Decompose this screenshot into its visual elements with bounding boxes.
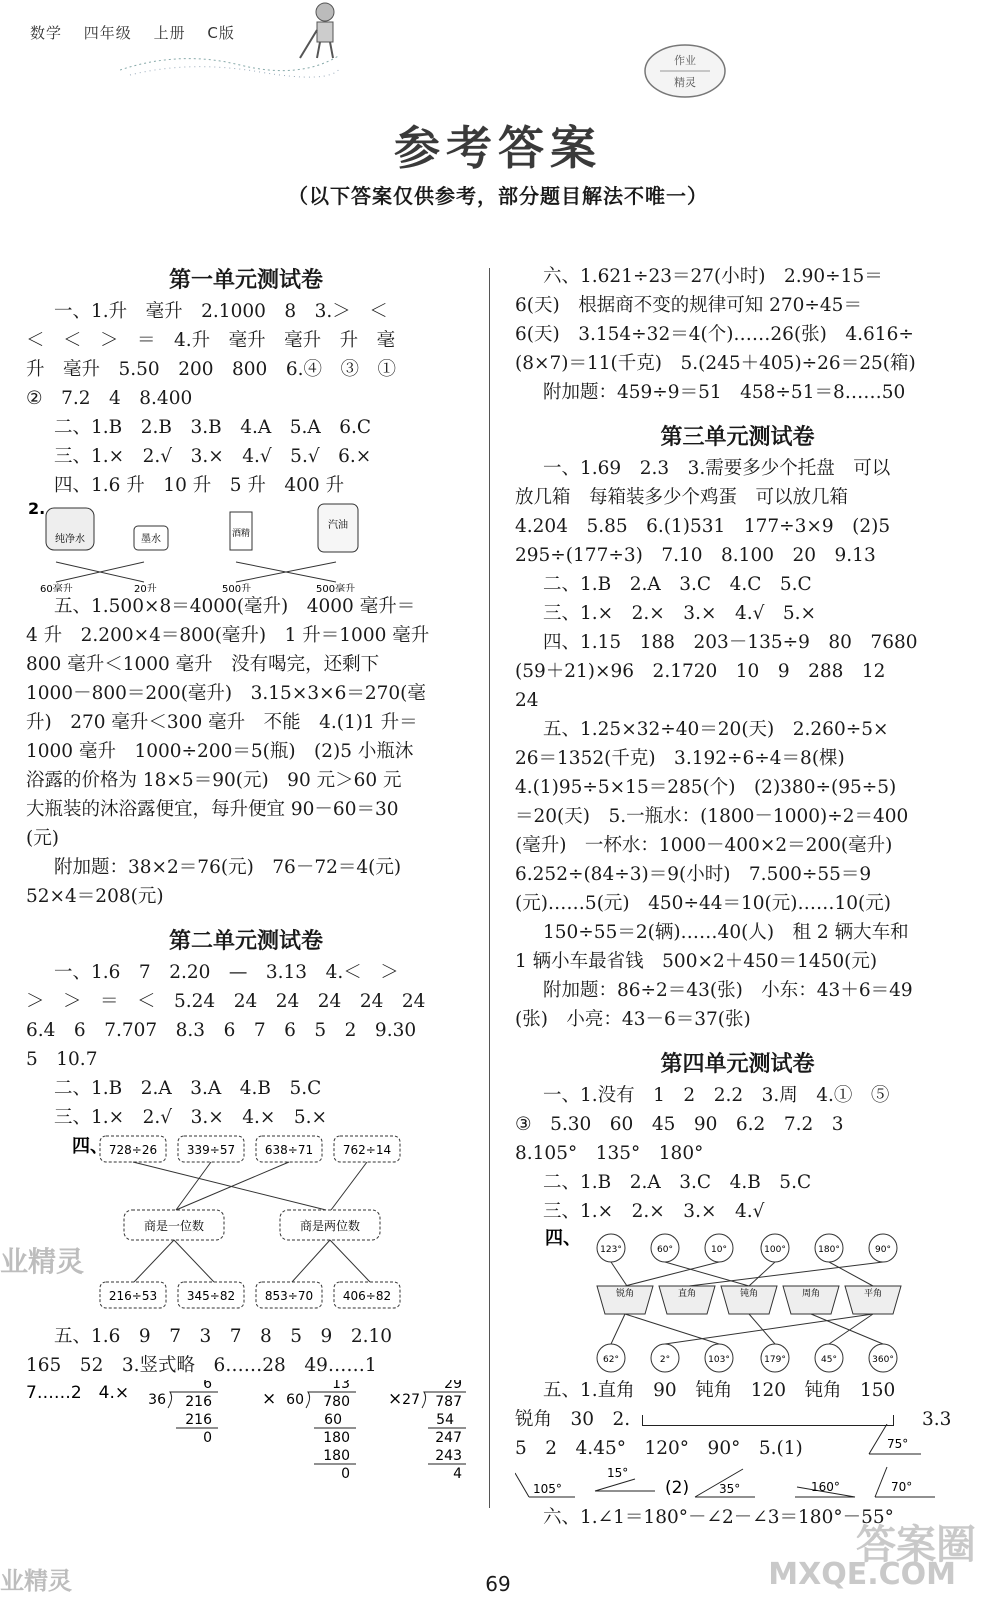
wrong-mark: × [262,1389,277,1409]
answer-line: (59＋21)×96 2.1720 10 9 288 12 [515,661,886,682]
answer-line: 5 10.7 [26,1049,98,1070]
column-divider [489,268,490,1508]
answer-line: (元)……5(元) 450÷44＝10(元)……10(元) [515,893,891,914]
answer-line: 四、1.15 188 203－135÷9 80 7680 [543,632,918,653]
answer-line: 4.204 5.85 6.(1)531 177÷3×9 (2)5 [515,516,891,537]
answer-line: (元) [26,828,59,849]
dividend: 787 [435,1394,462,1410]
apple-icon [761,1344,789,1372]
answer-line: 四、1.6 升 10 升 5 升 400 升 [54,475,345,496]
answer-line: 8.105° 135° 180° [515,1143,704,1164]
section-title-unit3: 第三单元测试卷 [660,424,815,450]
section-title-unit4: 第四单元测试卷 [660,1051,815,1077]
answer-line: ＝20(天) 5.一瓶水：(1800－1000)÷2＝400 [515,806,909,827]
apple-icon [705,1344,733,1372]
answer-text: (2) [665,1478,690,1498]
divisor: 36 [148,1392,166,1408]
matching-figure-angles [515,1226,960,1376]
answer-line: 大瓶装的沐浴露便宜，每升便宜 90－60＝30 [26,799,399,820]
page-subtitle: （以下答案仅供参考，部分题目解法不唯一） [288,184,708,208]
apple-icon [869,1344,897,1372]
angle-label: 105° [533,1482,562,1496]
item-label: 汽油 [328,520,348,531]
angle-label: 160° [811,1480,840,1494]
answer-line: 4 升 2.200×4＝800(毫升) 1 升＝1000 毫升 [26,625,430,646]
angle-value: 103° [708,1355,730,1365]
answer-line: 附加题：38×2＝76(元) 76－72＝4(元) [54,857,402,878]
section-title-unit2: 第二单元测试卷 [168,928,323,954]
angle-value: 180° [818,1245,840,1255]
apple-icon [597,1234,625,1262]
step: 180 [323,1430,350,1446]
quotient: 13 [332,1380,350,1392]
answer-line: 五、1.直角 90 钝角 120 钝角 150 [543,1380,896,1401]
header-grade: 四年级 [83,24,132,42]
step: 216 [185,1412,212,1428]
answer-line: ② 7.2 4 8.400 [26,388,193,409]
step: 54 [436,1412,454,1428]
divisor: 60 [286,1392,304,1408]
angle-value: 179° [764,1355,786,1365]
header-subject: 数学 [30,24,63,42]
page-title: 参考答案 [394,121,602,175]
answer-line: 800 毫升＜1000 毫升 没有喝完，还剩下 [26,654,380,675]
dividend: 216 [185,1394,212,1410]
basket-icon [597,1286,653,1314]
answer-text: 锐角 30 2. [515,1409,631,1430]
step: 4 [453,1466,462,1482]
dividend: 780 [323,1394,350,1410]
answer-line: (8×7)＝11(千克) 5.(245＋405)÷26＝25(箱) [515,353,916,374]
line-segment-drawing [642,1415,894,1426]
answer-line: 三、1.× 2.√ 3.× 4.× 5.× [54,1107,328,1128]
answer-line: 52×4＝208(元) [26,886,164,907]
homework-stamp-logo [640,40,730,102]
angle-value: 2° [659,1355,671,1365]
answer-line: 五、1.500×8＝4000(毫升) 4000 毫升＝ [54,596,416,617]
answer-line: 6(天) 根据商不变的规律可知 270÷45＝ [515,295,862,316]
basket-icon [783,1286,839,1314]
answer-line: ＜ ＜ ＞ ＝ 4.升 毫升 毫升 升 毫 [26,330,396,351]
answer-line: 一、1.升 毫升 2.1000 8 3.＞ ＜ [54,301,388,322]
wrong-mark: × [388,1389,403,1409]
scale-label: 500升 [222,584,252,592]
answer-line: 浴露的价格为 18×5＝90(元) 90 元＞60 元 [26,770,402,791]
answer-line: 一、1.6 7 2.20 — 3.13 4.＜ ＞ [54,962,399,983]
angle-value: 10° [711,1245,727,1255]
step: 247 [435,1430,462,1446]
angle-value: 90° [875,1245,891,1255]
answer-line: 4.(1)95÷5×15＝285(个) (2)380÷(95÷5) [515,777,897,798]
apple-icon [815,1234,843,1262]
apple-icon [651,1344,679,1372]
basket-icon [721,1286,777,1314]
page-number: 69 [485,1572,511,1596]
apple-icon [869,1234,897,1262]
step: 60 [324,1412,342,1428]
quotient: 6 [203,1380,212,1392]
category-box: 商是一位数 [143,1219,205,1233]
answer-text: 3.3 [921,1409,952,1430]
header-edition: C版 [207,24,235,42]
answer-line: 二、1.B 2.A 3.C 4.C 5.C [543,574,812,595]
expr-box: 728÷26 [108,1143,158,1157]
basket-label: 周角 [801,1289,821,1299]
answer-line: 6(天) 3.154÷32＝4(个)……26(张) 4.616÷ [515,324,914,345]
answer-line: 五、1.25×32÷40＝20(天) 2.260÷5× [543,719,889,740]
answer-line: (张) 小亮：43－6＝37(张) [515,1009,751,1030]
long-division-figure [26,1380,466,1490]
angle-drawings-row [515,1463,960,1503]
answer-line: 150÷55＝2(辆)……40(人) 租 2 辆大车和 [543,922,909,943]
answer-line: 二、1.B 2.A 3.A 4.B 5.C [54,1078,322,1099]
angle-value: 62° [603,1355,619,1365]
answer-line: 1000－800＝200(毫升) 3.15×3×6＝270(毫 [26,683,426,704]
figure-number: 四、 [545,1228,581,1249]
answer-line: 附加题：86÷2＝43(张) 小东：43＋6＝49 [543,980,913,1001]
basket-icon [659,1286,715,1314]
apple-icon [597,1344,625,1372]
right-column [515,262,960,1532]
apple-icon [761,1234,789,1262]
watermark-left-bottom: 业精灵 [0,1566,72,1595]
basket-label: 直角 [677,1289,697,1299]
angle-value: 100° [764,1245,786,1255]
answer-line: 26＝1352(千克) 3.192÷6÷4＝8(棵) [515,748,845,769]
angle-value: 360° [872,1355,894,1365]
basket-label: 平角 [863,1289,883,1299]
expr-box: 762÷14 [342,1143,392,1157]
answer-line: 六、1.621÷23＝27(小时) 2.90÷15＝ [543,266,883,287]
basket-label: 锐角 [615,1289,635,1299]
category-box: 商是两位数 [299,1219,361,1233]
watermark-site: MXQE.COM [768,1557,956,1592]
cartoon-kid-icon [295,0,350,60]
quotient: 29 [444,1380,462,1392]
angle-value: 60° [657,1245,673,1255]
left-column [26,262,466,1490]
answer-line: 295÷(177÷3) 7.10 8.100 20 9.13 [515,545,876,566]
answer-line: 升) 270 毫升＜300 毫升 不能 4.(1)1 升＝ [26,712,418,733]
apple-icon [815,1344,843,1372]
step: 243 [435,1448,462,1464]
apple-icon [705,1234,733,1262]
figure-number: 四、 [72,1136,108,1157]
scale-label: 500毫升 [316,584,356,592]
answer-line: ＞ ＞ ＝ ＜ 5.24 24 24 24 24 24 [26,991,426,1012]
answer-line: 六、1.∠1＝180°－∠2－∠3＝180°－55° [543,1507,894,1528]
apple-icon [651,1234,679,1262]
matching-figure-division [26,1132,466,1322]
angle-label: 70° [891,1480,913,1494]
answer-line: 放几箱 每箱装多少个鸡蛋 可以放几箱 [515,487,849,508]
svg-text:精灵: 精灵 [674,76,696,89]
basket-label: 钝角 [739,1289,759,1299]
expr-box: 853÷70 [264,1289,314,1303]
answer-line: (毫升) 一杯水：1000－400×2＝200(毫升) [515,835,893,856]
answer-line: 升 毫升 5.50 200 800 6.④ ③ ① [26,359,396,380]
answer-line: 1000 毫升 1000÷200＝5(瓶) (2)5 小瓶沐 [26,741,414,762]
answer-text: 5 2 4.45° 120° 90° 5.(1) [515,1438,803,1459]
scale-label: 20升 [134,584,157,592]
angle-drawing [865,1424,925,1456]
answer-line: 三、1.× 2.√ 3.× 4.√ 5.√ 6.× [54,446,372,467]
answer-line: 24 [515,690,539,711]
svg-text:作业: 作业 [674,54,696,67]
section-title-unit1: 第一单元测试卷 [168,267,323,293]
item-label: 墨水 [141,534,161,545]
expr-box: 216÷53 [108,1289,158,1303]
basket-icon [845,1286,901,1314]
matching-figure-containers [26,500,466,592]
expr-box: 406÷82 [342,1289,392,1303]
watermark-logo: 答案圈 [856,1522,976,1568]
answer-line: 一、1.没有 1 2 2.2 3.周 4.① ⑤ [543,1085,890,1106]
answer-line: 二、1.B 2.A 3.C 4.B 5.C [543,1172,812,1193]
answer-line: 附加题：459÷9＝51 458÷51＝8……50 [543,382,906,403]
answer-line: 6.4 6 7.707 8.3 6 7 6 5 2 9.30 [26,1020,417,1041]
step: 0 [203,1430,212,1446]
item-label: 酒精 [231,529,251,539]
divisor: 27 [402,1392,420,1408]
answer-line: 三、1.× 2.× 3.× 4.√ [543,1201,765,1222]
expr-box: 345÷82 [186,1289,236,1303]
step: 180 [323,1448,350,1464]
answer-line: 五、1.6 9 7 3 7 8 5 9 2.10 [54,1326,393,1347]
angle-value: 123° [600,1245,622,1255]
watermark-left: 业精灵 [0,1245,85,1278]
angle-label: 35° [719,1482,741,1496]
answer-line: 三、1.× 2.× 3.× 4.√ 5.× [543,603,817,624]
header-term: 上册 [153,24,186,42]
answer-line: 二、1.B 2.B 3.B 4.A 5.A 6.C [54,417,372,438]
angle-label: 15° [607,1466,629,1480]
answer-line: 1 辆小车最省钱 500×2＋450＝1450(元) [515,951,878,972]
figure-number: 2. [28,500,46,518]
answer-line: 7……2 4.× [26,1383,130,1403]
answer-line: 一、1.69 2.3 3.需要多少个托盘 可以 [543,458,891,479]
angle-label: 75° [887,1437,909,1451]
expr-box: 638÷71 [264,1143,314,1157]
expr-box: 339÷57 [186,1143,236,1157]
answer-line [515,1434,960,1463]
item-label: 纯净水 [55,534,85,545]
scale-label: 60毫升 [40,584,73,592]
angle-value: 45° [821,1355,837,1365]
answer-line: 6.252÷(84÷3)＝9(小时) 7.500÷55＝9 [515,864,872,885]
step: 0 [341,1466,350,1482]
answer-line: 165 52 3.竖式略 6……28 49……1 [26,1355,377,1376]
answer-line: ③ 5.30 60 45 90 6.2 7.2 3 [515,1114,844,1135]
